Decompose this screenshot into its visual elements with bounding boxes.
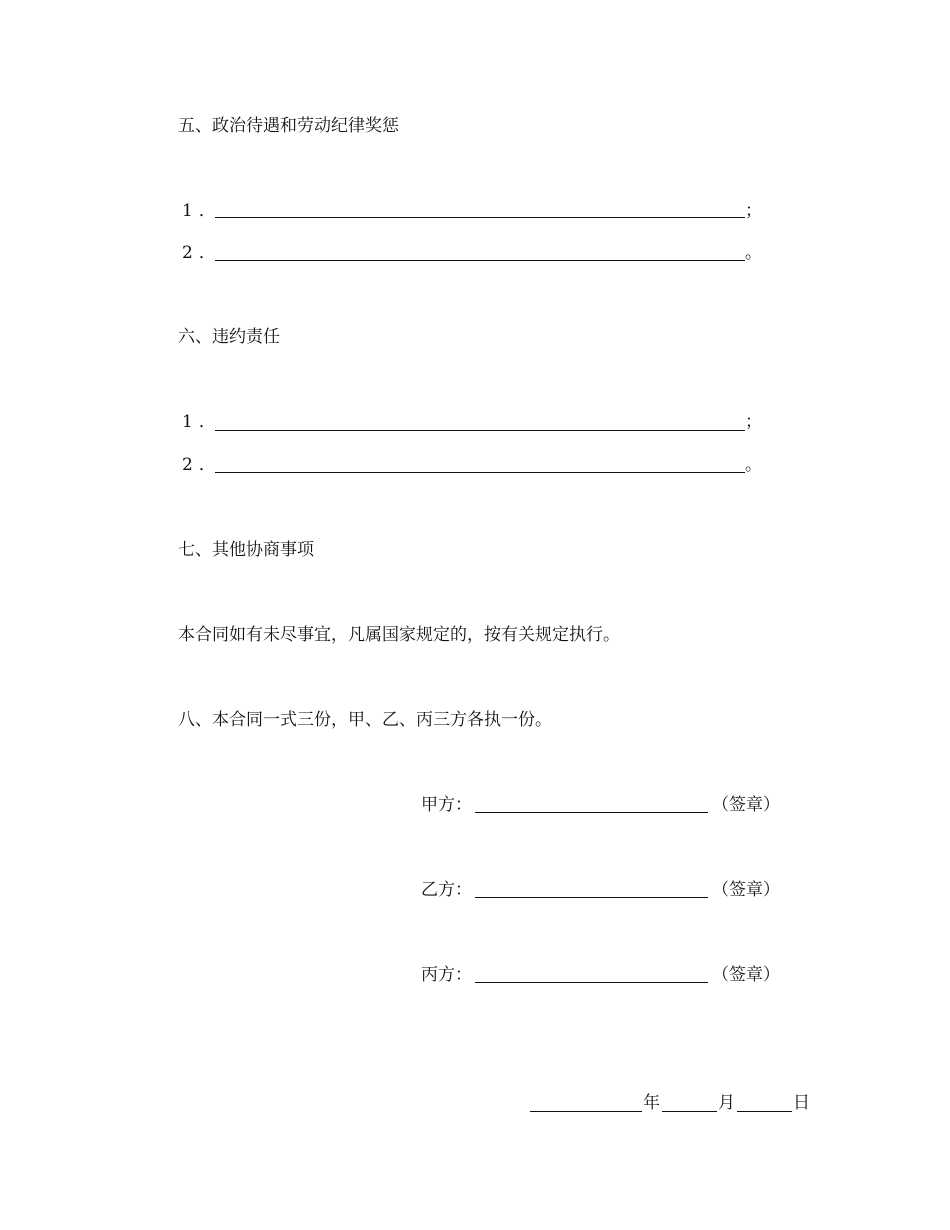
signature-line[interactable] — [475, 798, 708, 813]
section-8-heading: 八、本合同一式三份，甲、乙、丙三方各执一份。 — [178, 710, 552, 730]
month-label: 月 — [718, 1093, 735, 1113]
fill-in-blank-line[interactable] — [215, 246, 745, 261]
item-number: 2． — [182, 455, 222, 475]
signature-label: 乙方： — [421, 880, 472, 900]
year-blank-line[interactable] — [530, 1097, 642, 1112]
day-label: 日 — [793, 1093, 810, 1113]
seal-note: （签章） — [712, 965, 780, 985]
section-7-heading: 七、其他协商事项 — [178, 540, 314, 560]
section-7-body: 本合同如有未尽事宜，凡属国家规定的，按有关规定执行。 — [178, 625, 620, 645]
item-end-punctuation: 。 — [745, 243, 762, 263]
signature-label: 丙方： — [421, 965, 472, 985]
item-end-punctuation: ； — [745, 201, 762, 221]
signature-line[interactable] — [475, 968, 708, 983]
section-6-heading: 六、违约责任 — [178, 327, 280, 347]
month-blank-line[interactable] — [662, 1097, 717, 1112]
seal-note: （签章） — [712, 795, 780, 815]
item-number: 2． — [182, 243, 222, 263]
section-5-heading: 五、政治待遇和劳动纪律奖惩 — [178, 116, 399, 136]
year-label: 年 — [643, 1093, 660, 1113]
item-end-punctuation: 。 — [745, 455, 762, 475]
item-end-punctuation: ； — [745, 412, 762, 432]
seal-note: （签章） — [712, 880, 780, 900]
signature-label: 甲方： — [421, 795, 472, 815]
fill-in-blank-line[interactable] — [215, 416, 745, 431]
day-blank-line[interactable] — [737, 1097, 792, 1112]
item-number: 1． — [182, 412, 222, 432]
signature-line[interactable] — [475, 883, 708, 898]
fill-in-blank-line[interactable] — [215, 203, 745, 218]
fill-in-blank-line[interactable] — [215, 458, 745, 473]
item-number: 1． — [182, 201, 222, 221]
